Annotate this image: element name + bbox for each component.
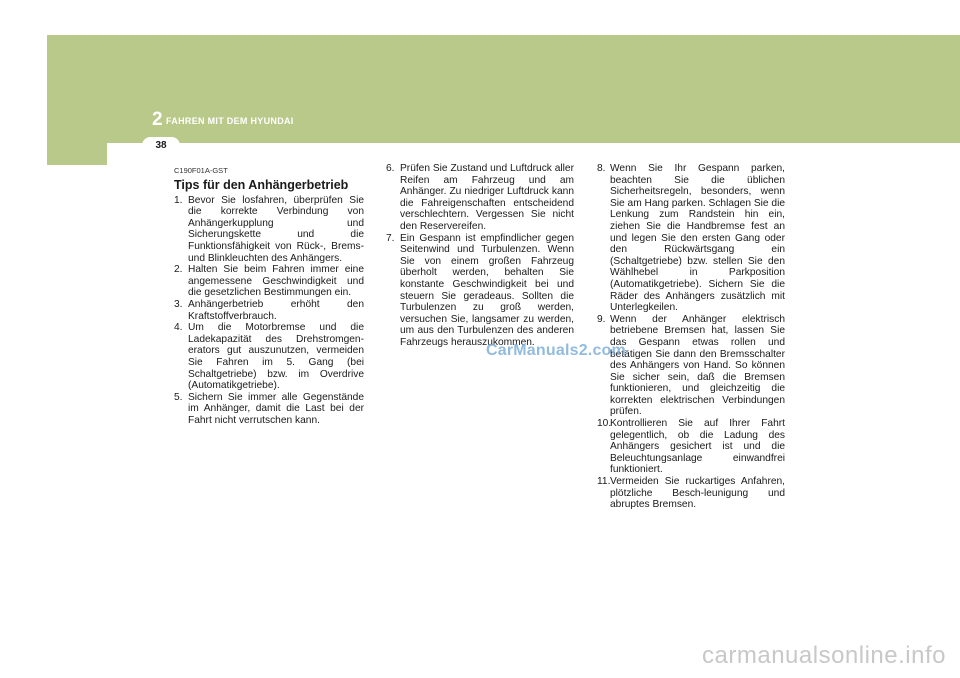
chapter-banner (47, 35, 960, 143)
banner-notch (47, 135, 107, 165)
item-number: 9. (597, 313, 606, 325)
list-item (174, 392, 364, 427)
page-number: 38 (142, 137, 180, 154)
section-title: Tips für den Anhängerbetrieb (174, 177, 349, 192)
list-item (174, 264, 364, 299)
item-number: 2. (174, 264, 183, 276)
tips-list-part-2 (386, 163, 574, 349)
item-number: 11. (597, 476, 611, 488)
column-2 (386, 163, 574, 349)
item-text: Anhängerbetrieb erhöht den Kraftstoffverbrauch. (188, 298, 364, 322)
item-text: Kontrollieren Sie auf Ihrer Fahrt gelegentlich, ob die Ladung des Anhängers gesichert ist und die Beleuchtungsanlage einwandfrei funktioniert. (610, 418, 785, 476)
item-number: 6. (386, 163, 395, 174)
item-text: Wenn Sie Ihr Gespann parken, beachten Sie die üblichen Sicherheitsregeln, besonders, wenn Sie am Hang parken. Schlagen Sie die Lenkung zum Randstein hin ein, ziehen Sie die Handbremse fest an und legen Sie den ersten Gang oder den Rückwärtsgang ein (Schaltgetriebe) bzw. stellen Sie den Wählhebel in Parkposition (Automatikgetriebe). Sichern Sie die Räder des Anhängers zusätzlich mit Unterlegkeilen. (610, 163, 785, 314)
banner-cutout (170, 143, 960, 163)
chapter-title: FAHREN MIT DEM HYUNDAI (166, 116, 294, 126)
item-text: Ein Gespann ist empfindlicher gegen Seitenwind und Turbulenzen. Wenn Sie von einem großen Fahrzeug überholt werden, behalten Sie konstante Geschwindigkeit bei und steuern Sie geradeaus. Sollten die Turbulenzen zu groß werden, versuchen Sie, langsamer zu werden, um aus den Turbulenzen des anderen Fahrzeugs herauszukommen. (400, 232, 574, 348)
item-text: Sichern Sie immer alle Gegenstände im Anhänger, damit die Last bei der Fahrt nicht verrutschen kann. (188, 391, 364, 426)
item-number: 3. (174, 298, 183, 310)
item-number: 10. (597, 418, 612, 430)
list-item (174, 299, 364, 322)
item-text: Um die Motorbremse und die Ladekapazität des Drehstromgen-erators gut auszunutzen, vermeiden Sie Fahren im 5. Gang (bei Schaltgetriebe) bzw. im Overdrive (Automatikgetriebe). (188, 322, 364, 392)
list-item (174, 195, 364, 265)
section-code: C190F01A-GST (174, 166, 228, 175)
list-item (597, 418, 785, 476)
tips-list-part-3 (597, 163, 785, 511)
item-text: Halten Sie beim Fahren immer eine angemessene Geschwindigkeit und die gesetzlichen Bestimmungen ein. (188, 264, 364, 299)
list-item (174, 322, 364, 392)
tips-list-part-1 (174, 195, 364, 427)
item-text: Prüfen Sie Zustand und Luftdruck aller Reifen am Fahrzeug und am Anhänger. Zu niedriger Luftdruck kann die Fahreigenschaften entscheidend verschlechtern. Vergessen Sie nicht den Reservereifen. (400, 163, 574, 232)
watermark: CarManuals2.com (486, 342, 626, 359)
chapter-number: 2 (152, 109, 163, 130)
item-number: 8. (597, 163, 606, 174)
item-number: 5. (174, 391, 183, 403)
item-text: Vermeiden Sie ruckartiges Anfahren, plötzliche Besch-leunigung und abruptes Bremsen. (610, 476, 785, 511)
item-number: 1. (174, 194, 183, 206)
item-number: 4. (174, 322, 183, 334)
list-item (386, 233, 574, 349)
item-number: 7. (386, 232, 395, 244)
column-3 (597, 163, 785, 511)
footer-watermark[interactable]: carmanualsonline.info (702, 642, 946, 669)
list-item (386, 163, 574, 233)
item-text: Wenn der Anhänger elektrisch betriebene Bremsen hat, lassen Sie das Gespann etwas rollen und betätigen Sie dann den Bremsschalter des Anhängers von Hand. So können Sie sicher sein, daß die Bremsen funktionieren, und gleichzeitig die korrekten elektrischen Verbindungen prüfen. (610, 313, 785, 418)
list-item (597, 476, 785, 511)
list-item (597, 314, 785, 418)
item-text: Bevor Sie losfahren, überprüfen Sie die korrekte Verbindung von Anhängerkupplung und Sicherungskette und die Funktionsfähigkeit von Rück-, Brems- und Blinkleuchten des Anhängers. (188, 194, 364, 264)
column-1 (174, 165, 364, 426)
list-item (597, 163, 785, 314)
